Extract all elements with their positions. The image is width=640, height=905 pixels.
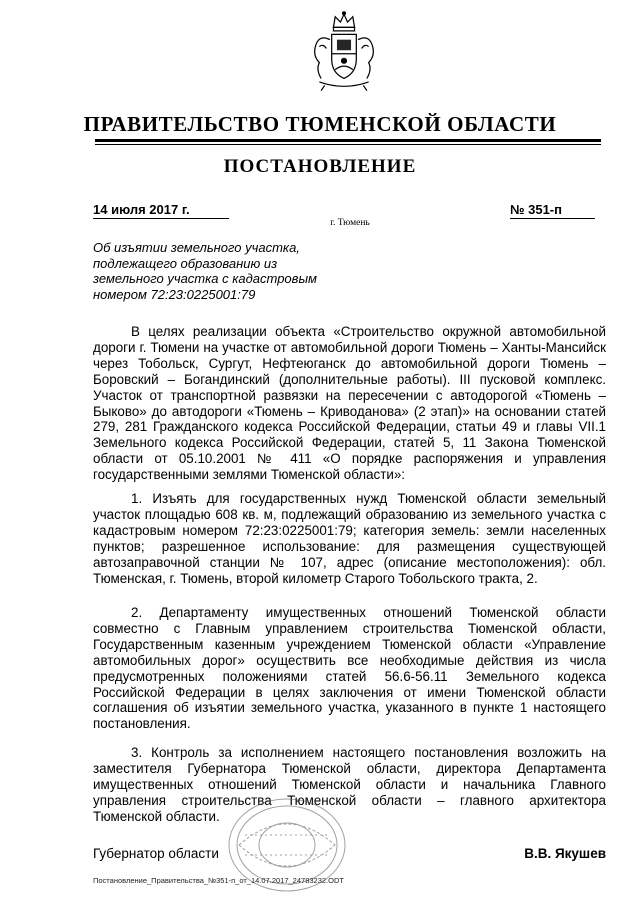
- title-rule-thin: [95, 144, 601, 145]
- footer-file-name: Постановление_Правительства_№351-п_от_14.07.2017_24783232.ODT: [93, 876, 344, 885]
- document-city: г. Тюмень: [330, 218, 370, 228]
- clause-2: 2. Департаменту имущественных отношений Тюменской области совместно с Главным управлением строительства Тюменской области, Государственным казенным учреждением Тюменской области «Управление автомобильных дорог» осуществить все необходимые действия из числа предусмотренных положениями статей 56.6-56.11 Земельного кодекса Российской Федерации в целях заключения от имени Тюменской области соглашения об изъятии земельного участка, указанного в пункте 1 настоящего постановления.: [93, 605, 606, 732]
- clause-1: 1. Изъять для государственных нужд Тюменской области земельный участок площадью 608 кв. м, подлежащий образованию из земельного участка с кадастровым номером 72:23:0225001:79; категория земель: земли населенных пунктов; разрешенное использование: для размещения существующей автозаправочной станции № 107, адрес (описание местоположения): обл. Тюменская, г. Тюмень, второй километр Старого Тобольского тракта, 2.: [93, 491, 606, 586]
- signer-name: В.В. Якушев: [524, 846, 606, 861]
- coat-of-arms-icon: [300, 8, 388, 96]
- government-title: ПРАВИТЕЛЬСТВО ТЮМЕНСКОЙ ОБЛАСТИ: [83, 112, 557, 136]
- document-date: 14 июля 2017 г.: [93, 202, 229, 219]
- clause-3: 3. Контроль за исполнением настоящего постановления возложить на заместителя Губернатора Тюменской области, директора Департамента имущественных отношений Тюменской области и начальника Главного управления строительства Тюменской области – главного архитектора Тюменской области.: [93, 745, 606, 824]
- intro-paragraph: В целях реализации объекта «Строительство окружной автомобильной дороги г. Тюмени на участке от автомобильной дороги Тюмень – Ханты-Мансийск через Тобольск, Сургут, Нефтеюганск до автомобильной дороги Тюмень – Боровский – Богандинский (дополнительные работы). III пусковой комплекс. Участок от транспортной развязки на пересечении с автодорогой «Тюмень – Быково» до автодороги «Тюмень – Криводанова» (2 этап)» на основании статей 279, 281 Гражданского кодекса Российской Федерации, статьи 49 и главы VII.1 Земельного кодекса Российской Федерации, статей 5, 11 Закона Тюменской области от 05.10.2001 № 411 «О порядке распоряжения и управления государственными землями Тюменской области»:: [93, 324, 606, 483]
- signer-position: Губернатор области: [93, 846, 219, 861]
- document-subject: Об изъятии земельного участка, подлежащего образованию из земельного участка с кадастровым номером 72:23:0225001:79: [93, 240, 317, 302]
- document-type: ПОСТАНОВЛЕНИЕ: [223, 156, 417, 177]
- document-number: № 351-п: [510, 202, 595, 219]
- title-rule-thick: [95, 139, 601, 142]
